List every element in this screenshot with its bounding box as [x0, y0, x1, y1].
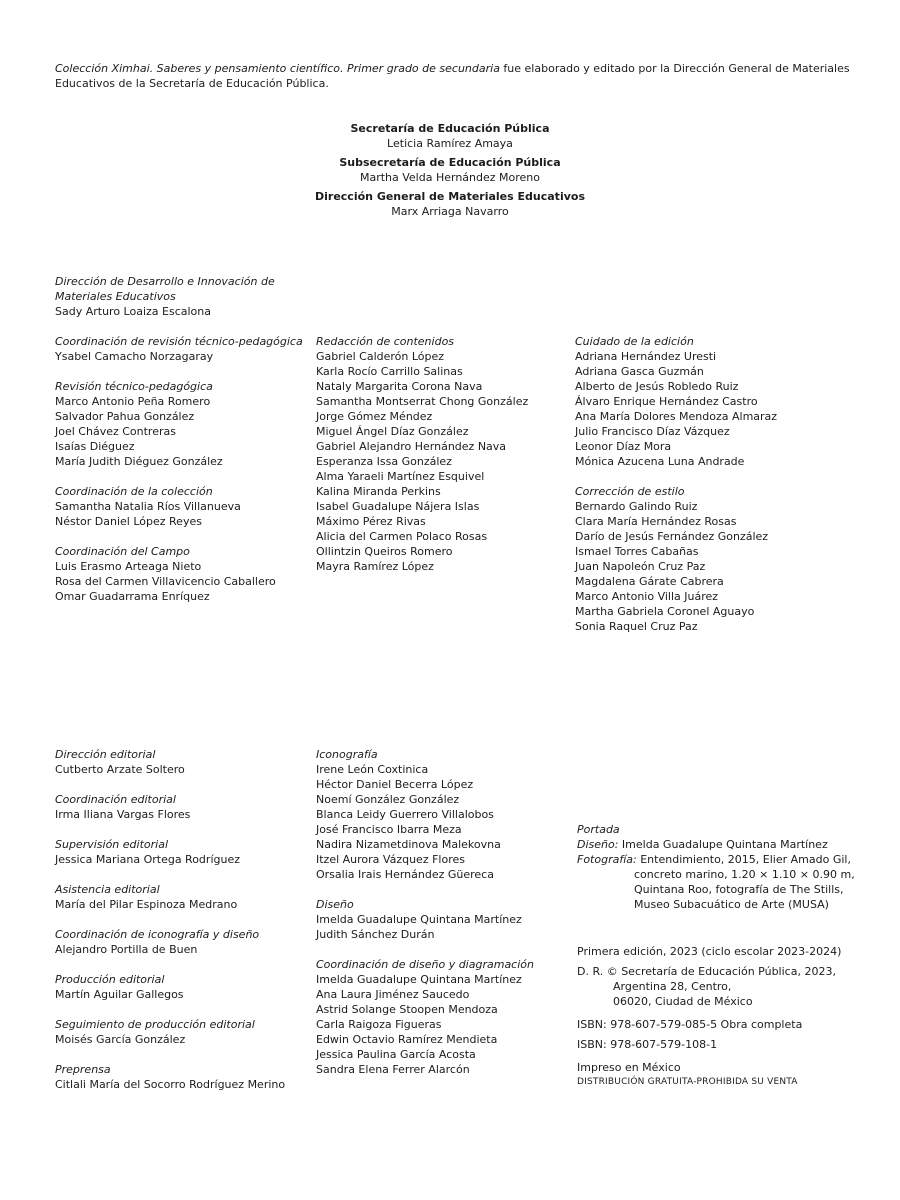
credit-heading: Coordinación del Campo: [55, 545, 190, 558]
credit-name: Ysabel Camacho Norzagaray: [55, 350, 214, 363]
credit-name: Blanca Leidy Guerrero Villalobos: [316, 808, 494, 821]
credit-section: [55, 882, 310, 912]
credit-name: Martha Gabriela Coronel Aguayo: [575, 605, 755, 618]
credit-heading: Diseño: [316, 898, 354, 911]
credit-name: Carla Raigoza Figueras: [316, 1018, 442, 1031]
credit-name: Judith Sánchez Durán: [316, 928, 435, 941]
credit-name: Marco Antonio Peña Romero: [55, 395, 211, 408]
credit-section: [316, 747, 571, 882]
credit-heading: Coordinación de revisión técnico-pedagógica: [55, 335, 303, 348]
authority-name: Martha Velda Hernández Moreno: [359, 171, 541, 184]
credit-name: Rosa del Carmen Villavicencio Caballero: [55, 575, 276, 588]
credit-name: Jessica Paulina García Acosta: [316, 1048, 476, 1061]
credit-name: Sonia Raquel Cruz Paz: [575, 620, 698, 633]
cover-credits: [577, 822, 857, 912]
credit-name: Sandra Elena Ferrer Alarcón: [316, 1063, 470, 1076]
credit-heading: Dirección editorial: [55, 748, 156, 761]
credit-section: [55, 544, 310, 604]
credit-section: [55, 484, 310, 529]
credit-name: Sady Arturo Loaiza Escalona: [55, 305, 211, 318]
credit-name: Imelda Guadalupe Quintana Martínez: [316, 913, 522, 926]
credit-name: María del Pilar Espinoza Medrano: [55, 898, 238, 911]
cover-design-name: Imelda Guadalupe Quintana Martínez: [618, 838, 828, 851]
cover-design-line: [577, 837, 857, 852]
authority-role: Dirección General de Materiales Educativos: [315, 190, 585, 203]
credits-column-bottom-left: [55, 747, 310, 1107]
edition-line: Primera edición, 2023 (ciclo escolar 2023-2024): [577, 945, 842, 958]
authority-subsep: [0, 155, 900, 185]
credit-name: Luis Erasmo Arteaga Nieto: [55, 560, 202, 573]
credit-section: [55, 792, 310, 822]
credit-name: Gabriel Calderón López: [316, 350, 445, 363]
credit-name: Leonor Díaz Mora: [575, 440, 672, 453]
rights-line: 06020, Ciudad de México: [613, 995, 753, 1008]
credit-name: Marco Antonio Villa Juárez: [575, 590, 719, 603]
credits-column-bottom-middle: [316, 747, 571, 1092]
authority-name: Leticia Ramírez Amaya: [387, 137, 513, 150]
credit-name: Isaías Diéguez: [55, 440, 135, 453]
credit-heading: Coordinación de la colección: [55, 485, 213, 498]
credit-name: Joel Chávez Contreras: [55, 425, 176, 438]
credit-name: Juan Napoleón Cruz Paz: [575, 560, 706, 573]
credit-heading: Materiales Educativos: [55, 290, 176, 303]
credit-name: Irene León Coxtinica: [316, 763, 429, 776]
intro-text: fue elaborado y editado por la Dirección General de Materiales Educativos de la Secretaría de Educación Pública.: [55, 62, 850, 90]
credit-name: Héctor Daniel Becerra López: [316, 778, 474, 791]
credit-heading: Preprensa: [55, 1063, 111, 1076]
credit-section: [55, 379, 310, 469]
authority-role: Secretaría de Educación Pública: [350, 122, 550, 135]
credit-name: Imelda Guadalupe Quintana Martínez: [316, 973, 522, 986]
credit-name: Alicia del Carmen Polaco Rosas: [316, 530, 488, 543]
credit-name: Karla Rocío Carrillo Salinas: [316, 365, 463, 378]
credit-name: Itzel Aurora Vázquez Flores: [316, 853, 465, 866]
credit-name: Nadira Nizametdinova Malekovna: [316, 838, 501, 851]
authorities-block: [0, 121, 900, 223]
credit-section: [316, 334, 571, 574]
credit-name: Adriana Gasca Guzmán: [575, 365, 704, 378]
credit-section: [55, 334, 310, 364]
credit-heading: Coordinación de diseño y diagramación: [316, 958, 534, 971]
credit-heading: Coordinación de iconografía y diseño: [55, 928, 260, 941]
cover-photo-line: Quintana Roo, fotografía de The Stills,: [634, 883, 844, 896]
cover-photo-line: [577, 852, 857, 867]
credit-name: Alberto de Jesús Robledo Ruiz: [575, 380, 739, 393]
credit-section: [55, 1017, 310, 1047]
credit-name: Astrid Solange Stoopen Mendoza: [316, 1003, 498, 1016]
credit-heading: Coordinación editorial: [55, 793, 176, 806]
credit-section: [55, 1062, 310, 1092]
authority-role: Subsecretaría de Educación Pública: [339, 156, 561, 169]
credit-heading: Corrección de estilo: [575, 485, 685, 498]
cover-photo-line: concreto marino, 1.20 × 1.10 × 0.90 m,: [634, 868, 855, 881]
credit-heading: Redacción de contenidos: [316, 335, 455, 348]
authority-name: Marx Arriaga Navarro: [391, 205, 509, 218]
credit-name: Ana Laura Jiménez Saucedo: [316, 988, 470, 1001]
credit-name: José Francisco Ibarra Meza: [316, 823, 462, 836]
credit-section: [316, 897, 571, 942]
credits-column-top-right: [575, 334, 830, 649]
credit-name: Bernardo Galindo Ruiz: [575, 500, 698, 513]
credit-name: Álvaro Enrique Hernández Castro: [575, 395, 758, 408]
credit-name: Magdalena Gárate Cabrera: [575, 575, 724, 588]
credit-name: Esperanza Issa González: [316, 455, 452, 468]
rights-line: Argentina 28, Centro,: [613, 980, 732, 993]
credit-section: [55, 927, 310, 957]
cover-heading: Portada: [577, 823, 620, 836]
credit-section: [55, 747, 310, 777]
isbn-complete: ISBN: 978-607-579-085-5 Obra completa: [577, 1018, 803, 1031]
credit-section: [575, 484, 830, 634]
credit-section: [55, 972, 310, 1002]
credit-heading: Asistencia editorial: [55, 883, 160, 896]
collection-title: Colección Ximhai. Saberes y pensamiento científico. Primer grado de secundaria: [55, 62, 500, 75]
cover-photo-text: Entendimiento, 2015, Elier Amado Gil,: [636, 853, 851, 866]
credit-name: Clara María Hernández Rosas: [575, 515, 737, 528]
credit-section: [55, 837, 310, 867]
credit-section: [55, 274, 310, 319]
credit-section: [316, 957, 571, 1077]
credit-name: Samantha Natalia Ríos Villanueva: [55, 500, 241, 513]
cover-photo-line: Museo Subacuático de Arte (MUSA): [634, 898, 829, 911]
credit-heading: Producción editorial: [55, 973, 165, 986]
isbn-volume: ISBN: 978-607-579-108-1: [577, 1038, 718, 1051]
credit-name: Adriana Hernández Uresti: [575, 350, 717, 363]
credit-name: Orsalia Irais Hernández Güereca: [316, 868, 494, 881]
credit-name: María Judith Diéguez González: [55, 455, 223, 468]
credit-name: Edwin Octavio Ramírez Mendieta: [316, 1033, 498, 1046]
credit-name: Mónica Azucena Luna Andrade: [575, 455, 745, 468]
cover-photo-label: Fotografía:: [577, 853, 637, 866]
credit-name: Máximo Pérez Rivas: [316, 515, 426, 528]
credit-name: Ismael Torres Cabañas: [575, 545, 699, 558]
credits-column-top-left: [55, 274, 310, 619]
credit-name: Cutberto Arzate Soltero: [55, 763, 185, 776]
credit-name: Ana María Dolores Mendoza Almaraz: [575, 410, 778, 423]
credit-name: Irma Iliana Vargas Flores: [55, 808, 191, 821]
credit-name: Salvador Pahua González: [55, 410, 195, 423]
credit-name: Miguel Ángel Díaz González: [316, 425, 469, 438]
credit-name: Gabriel Alejandro Hernández Nava: [316, 440, 507, 453]
imprint-block: [577, 944, 867, 1090]
credit-name: Moisés García González: [55, 1033, 186, 1046]
credits-column-top-middle: [316, 334, 571, 589]
credit-name: Martín Aguilar Gallegos: [55, 988, 184, 1001]
credit-name: Jorge Gómez Méndez: [316, 410, 433, 423]
credit-name: Isabel Guadalupe Nájera Islas: [316, 500, 480, 513]
authority-dgme: [0, 189, 900, 219]
printed-in: Impreso en México: [577, 1061, 681, 1074]
credit-heading: Seguimiento de producción editorial: [55, 1018, 255, 1031]
credit-name: Citlali María del Socorro Rodríguez Merino: [55, 1078, 286, 1091]
cover-design-label: Diseño:: [577, 838, 619, 851]
credit-name: Kalina Miranda Perkins: [316, 485, 441, 498]
credit-name: Omar Guadarrama Enríquez: [55, 590, 210, 603]
credit-name: Noemí González González: [316, 793, 460, 806]
intro-paragraph: [55, 61, 855, 91]
credit-heading: Iconografía: [316, 748, 378, 761]
credit-name: Samantha Montserrat Chong González: [316, 395, 529, 408]
authority-sep: [0, 121, 900, 151]
credit-name: Nataly Margarita Corona Nava: [316, 380, 483, 393]
credit-name: Darío de Jesús Fernández González: [575, 530, 769, 543]
credit-name: Alma Yaraeli Martínez Esquivel: [316, 470, 485, 483]
credit-name: Mayra Ramírez López: [316, 560, 434, 573]
credit-heading: Revisión técnico-pedagógica: [55, 380, 213, 393]
credit-name: Julio Francisco Díaz Vázquez: [575, 425, 730, 438]
rights-line: D. R. © Secretaría de Educación Pública, 2023,: [577, 965, 836, 978]
credit-name: Néstor Daniel López Reyes: [55, 515, 202, 528]
credit-heading: Supervisión editorial: [55, 838, 169, 851]
credit-heading: Dirección de Desarrollo e Innovación de: [55, 275, 275, 288]
credit-name: Ollintzin Queiros Romero: [316, 545, 453, 558]
credit-heading: Cuidado de la edición: [575, 335, 694, 348]
free-distribution: DISTRIBUCIÓN GRATUITA-PROHIBIDA SU VENTA: [577, 1077, 798, 1087]
credit-section: [575, 334, 830, 469]
credit-name: Alejandro Portilla de Buen: [55, 943, 198, 956]
credit-name: Jessica Mariana Ortega Rodríguez: [55, 853, 240, 866]
